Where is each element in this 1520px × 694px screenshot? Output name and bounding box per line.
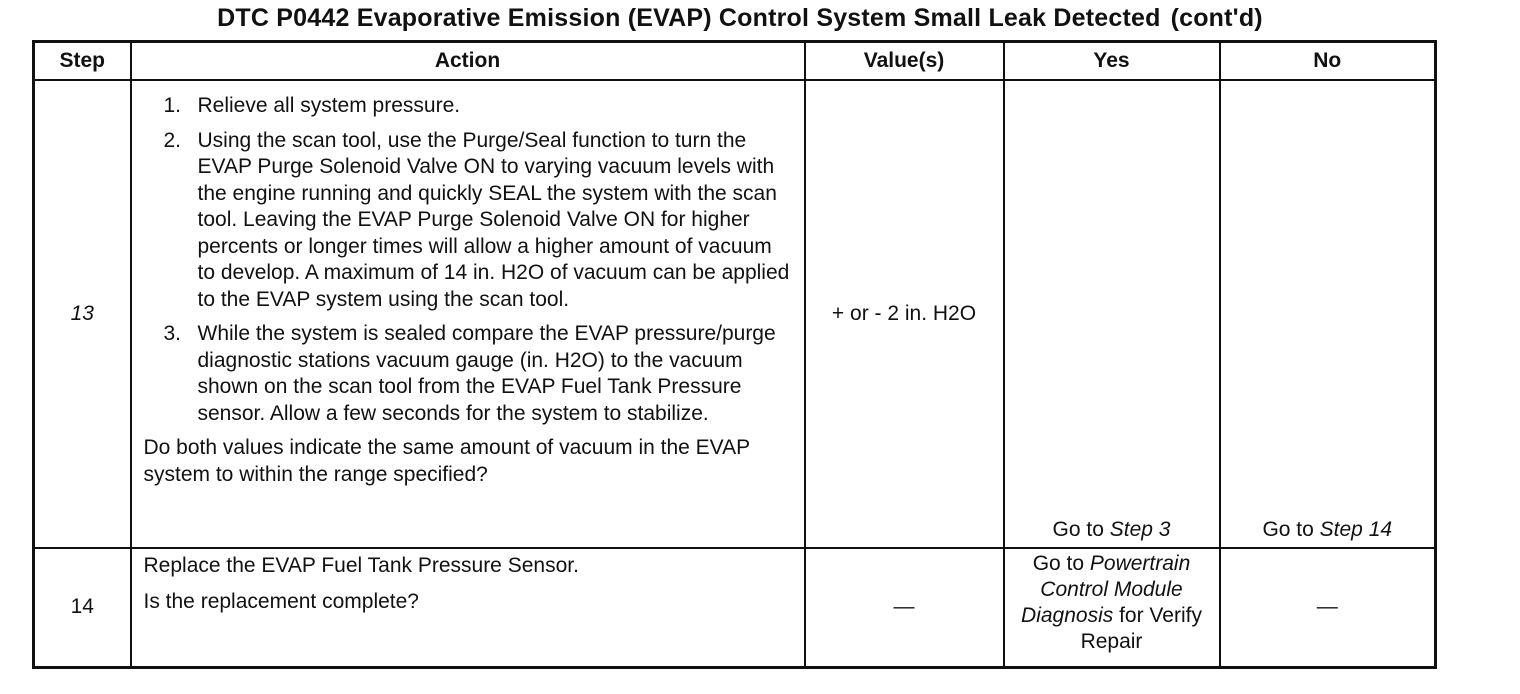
header-row xyxy=(34,42,1436,81)
page-title xyxy=(0,4,1480,33)
value-cell: — xyxy=(805,548,1004,668)
goto-step-14-link[interactable]: Step 14 xyxy=(1319,517,1393,541)
yes-cell: Go to Powertrain Control Module Diagnosis for Verify Repair xyxy=(1004,548,1220,668)
yes-cell: Go to Step 3 xyxy=(1004,80,1220,548)
action-text: Replace the EVAP Fuel Tank Pressure Sensor. xyxy=(143,554,579,577)
header-no: No xyxy=(1220,42,1436,81)
header-action: Action xyxy=(131,42,805,81)
action-list xyxy=(164,93,794,427)
title-text: DTC P0442 Evaporative Emission (EVAP) Control System Small Leak Detected xyxy=(217,4,1161,32)
no-cell: Go to Step 14 xyxy=(1220,80,1436,548)
action-item: 2. Using the scan tool, use the Purge/Seal function to turn the EVAP Purge Solenoid Valve ON to varying vacuum levels with the engine running and quickly SEAL the system with the scan tool. Leaving the EVAP Purge Solenoid Valve ON for higher percents or longer times will allow a higher amount of vacuum to develop. A maximum of 14 in. H2O of vacuum can be applied to the EVAP system using the scan tool. xyxy=(163,128,790,311)
action-item: 1. Relieve all system pressure. xyxy=(163,94,461,117)
action-question: Do both values indicate the same amount of vacuum in the EVAP system to within the range specified? xyxy=(143,436,750,486)
no-cell: — xyxy=(1220,548,1436,668)
table-row-step-13 xyxy=(34,80,1436,548)
action-cell xyxy=(131,548,805,668)
table-row-step-14 xyxy=(34,548,1436,668)
action-cell xyxy=(131,80,805,548)
step-number: 14 xyxy=(34,548,131,668)
action-question: Is the replacement complete? xyxy=(143,589,419,613)
action-item: 3. While the system is sealed compare the EVAP pressure/purge diagnostic stations vacuum gauge (in. H2O) to the vacuum shown on the scan tool from the EVAP Fuel Tank Pressure sensor. Allow a few seconds for the system to stabilize. xyxy=(163,322,776,425)
goto-step-3-link[interactable]: Step 3 xyxy=(1109,517,1171,541)
title-suffix: (cont'd) xyxy=(1170,4,1263,32)
header-yes: Yes xyxy=(1004,42,1220,81)
header-values: Value(s) xyxy=(805,42,1004,81)
value-cell: + or - 2 in. H2O xyxy=(805,80,1004,548)
step-number: 13 xyxy=(34,80,131,548)
header-step: Step xyxy=(34,42,131,81)
goto-pcm-diagnosis-link[interactable]: Powertrain Control Module Diagnosis xyxy=(1021,552,1191,627)
diagnostic-table xyxy=(32,40,1437,669)
